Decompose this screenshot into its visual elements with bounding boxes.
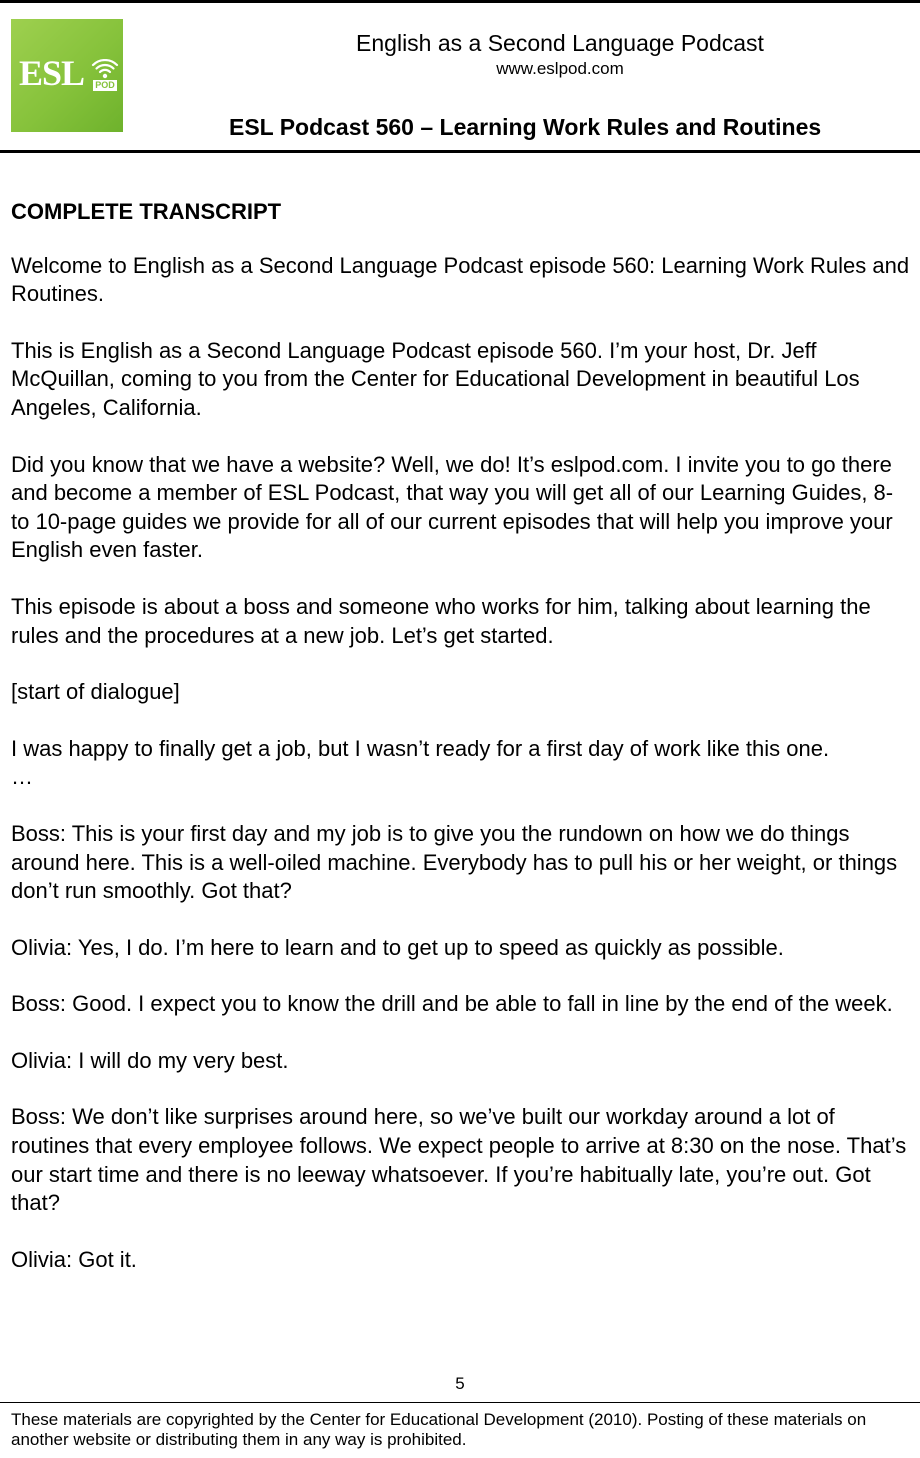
logo-pod-label: POD [93, 80, 117, 91]
paragraph-boss-3: Boss: We don’t like surprises around here, so we’ve built our workday around a lot of routines that every employee follows. We expect people to arrive at 8:30 on the nose. That’s our start time and there is no leeway whatsoever. If you’re habitually late, you’re out. Got that? [11, 1104, 907, 1216]
paragraph-host-intro: This is English as a Second Language Podcast episode 560. I’m your host, Dr. Jeff McQuillan, coming to you from the Center for Educational Development in beautiful Los Angeles, California. [11, 337, 860, 420]
paragraph-dialogue-start: [start of dialogue] [11, 679, 180, 705]
paragraph-olivia-2: Olivia: I will do my very best. [11, 1047, 289, 1073]
logo-text: ESL [19, 53, 85, 93]
paragraph-boss-2: Boss: Good. I expect you to know the drill and be able to fall in line by the end of the week. [11, 991, 893, 1017]
podcast-icon [91, 59, 119, 93]
section-heading: COMPLETE TRANSCRIPT [11, 199, 282, 224]
paragraph-ellipsis: … [11, 764, 33, 790]
footer-rule [0, 1402, 920, 1403]
header-url: www.eslpod.com [496, 59, 624, 78]
paragraph-episode-summary: This episode is about a boss and someone who works for him, talking about learning the rules and the procedures at a new job. Let’s get started. [11, 593, 871, 648]
paragraph-welcome: Welcome to English as a Second Language Podcast episode 560: Learning Work Rules and Routines. [11, 252, 910, 307]
header-title: English as a Second Language Podcast [356, 30, 764, 56]
episode-title: ESL Podcast 560 – Learning Work Rules and Routines [229, 114, 822, 140]
paragraph-olivia-3: Olivia: Got it. [11, 1246, 137, 1272]
paragraph-narration: I was happy to finally get a job, but I wasn’t ready for a first day of work like this one. [11, 735, 830, 761]
paragraph-boss-1: Boss: This is your first day and my job is to give you the rundown on how we do things around here. This is a well-oiled machine. Everybody has to pull his or her weight, or things don’t run smoothly. Got that? [11, 820, 898, 904]
paragraph-website: Did you know that we have a website? Well, we do! It’s eslpod.com. I invite you to go there and become a member of ESL Podcast, that way you will get all of our Learning Guides, 8- to 10-page guides we provide for all of our current episodes that will help you improve your English even faster. [11, 451, 894, 563]
eslpod-logo [11, 19, 123, 132]
top-rule [0, 0, 920, 3]
transcript-body [11, 198, 911, 1302]
copyright-footer: These materials are copyrighted by the Center for Educational Development (2010). Posting of these materials on another website or distributing them in any way is prohibited. [11, 1410, 867, 1449]
page-number: 5 [455, 1374, 465, 1393]
header-rule [0, 150, 920, 153]
paragraph-olivia-1: Olivia: Yes, I do. I’m here to learn and to get up to speed as quickly as possible. [11, 934, 784, 960]
